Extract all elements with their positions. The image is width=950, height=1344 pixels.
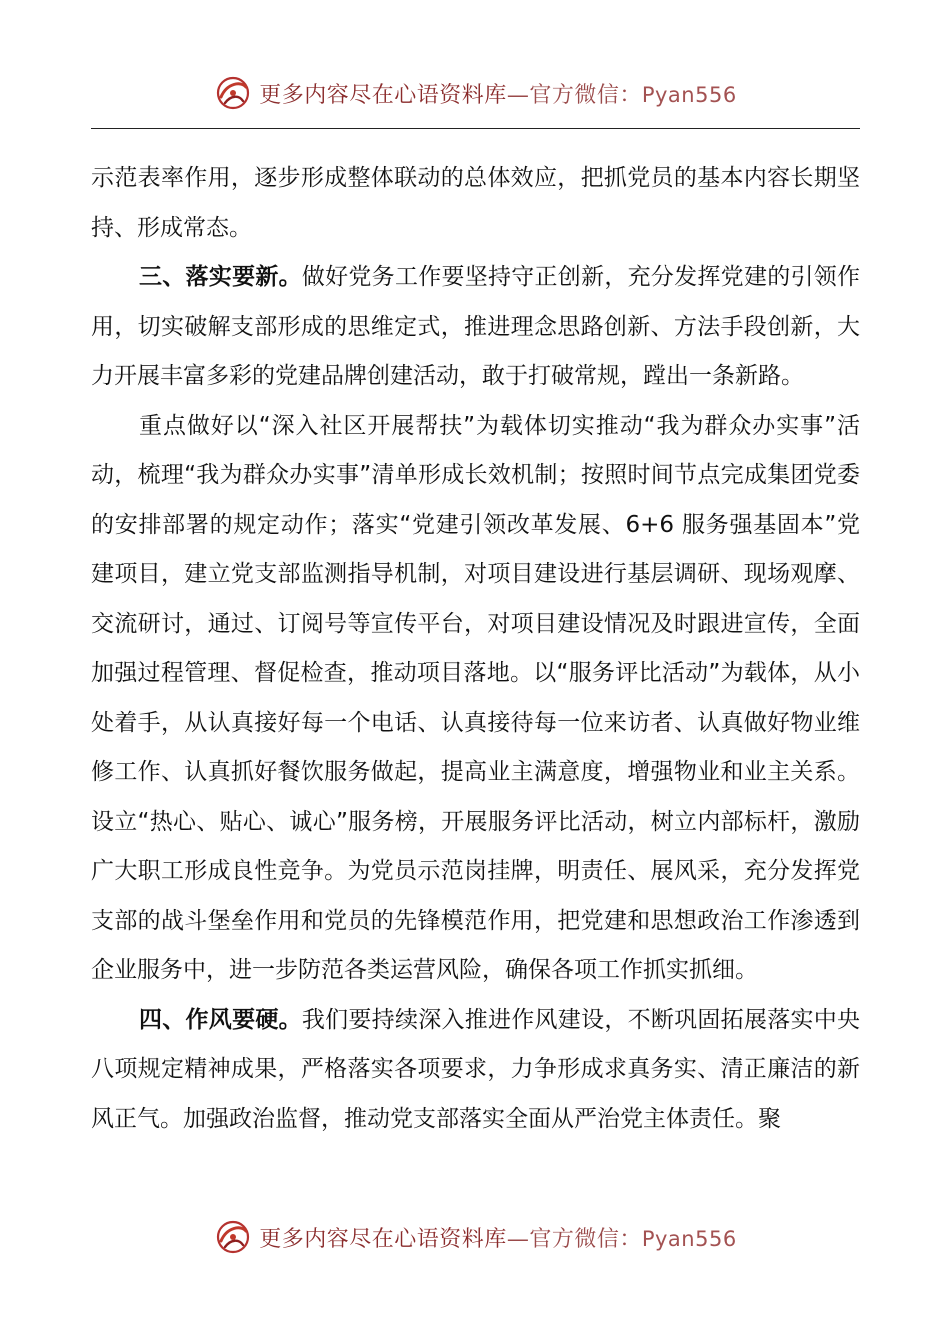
- watermark-site-text: 更多内容尽在心语资料库: [259, 1226, 507, 1252]
- watermark-separator: —: [506, 82, 530, 108]
- section-three-heading: 三、落实要新。: [139, 264, 302, 290]
- watermark-wechat-id: Pyan556: [641, 1226, 737, 1251]
- paragraph-continuation: 示范表率作用，逐步形成整体联动的总体效应，把抓党员的基本内容长期坚持、形成常态。: [91, 165, 860, 241]
- watermark-site-text: 更多内容尽在心语资料库: [259, 82, 507, 108]
- section-four-text: 我们要持续深入推进作风建设，不断巩固拓展落实中央八项规定精神成果，严格落实各项要求，力争形成求真务实、清正廉洁的新风正气。加强政治监督，推动党支部落实全面从严治党主体责任。聚: [91, 1006, 861, 1132]
- watermark-text: [259, 1222, 736, 1253]
- header-watermark: [0, 68, 950, 118]
- watermark-wechat-label: 官方微信：: [529, 82, 642, 108]
- watermark-wechat-label: 官方微信：: [529, 1226, 642, 1252]
- watermark-text: [259, 78, 736, 109]
- section-four-heading: 四、作风要硬。: [139, 1006, 302, 1033]
- red-swirl-logo-icon: [213, 1217, 253, 1257]
- document-body: [91, 154, 860, 1144]
- paragraph-key-work: 重点做好以“深入社区开展帮扶”为载体切实推动“我为群众办实事”活动，梳理“我为群众办实事”清单形成长效机制；按照时间节点完成集团党委的安排部署的规定动作；落实“党建引领改革发展、6+6 服务强基固本”党建项目，建立党支部监测指导机制，对项目建设进行基层调研、现场观摩、交流研讨，通过、订阅号等宣传平台，对项目建设情况及时跟进宣传，全面加强过程管理、督促检查，推动项目落地。以“服务评比活动”为载体，从小处着手，从认真接好每一个电话、认真接待每一位来访者、认真做好物业维修工作、认真抓好餐饮服务做起，提高业主满意度，增强物业和业主关系。设立“热心、贴心、诚心”服务榜，开展服务评比活动，树立内部标杆，激励广大职工形成良性竞争。为党员示范岗挂牌，明责任、展风采，充分发挥党支部的战斗堡垒作用和党员的先锋模范作用，把党建和思想政治工作渗透到企业服务中，进一步防范各类运营风险，确保各项工作抓实抓细。: [91, 412, 860, 983]
- footer-watermark: [0, 1212, 950, 1262]
- header-divider: [91, 128, 860, 129]
- paragraph-section-four: [91, 996, 860, 1145]
- red-swirl-logo-icon: [213, 73, 253, 113]
- watermark-wechat-id: Pyan556: [641, 82, 737, 107]
- section-three-text: 做好党务工作要坚持守正创新，充分发挥党建的引领作用，切实破解支部形成的思维定式，推进理念思路创新、方法手段创新，大力开展丰富多彩的党建品牌创建活动，敢于打破常规，蹚出一条新路。: [91, 264, 861, 389]
- paragraph-section-three: [91, 253, 860, 402]
- watermark-separator: —: [506, 1226, 530, 1252]
